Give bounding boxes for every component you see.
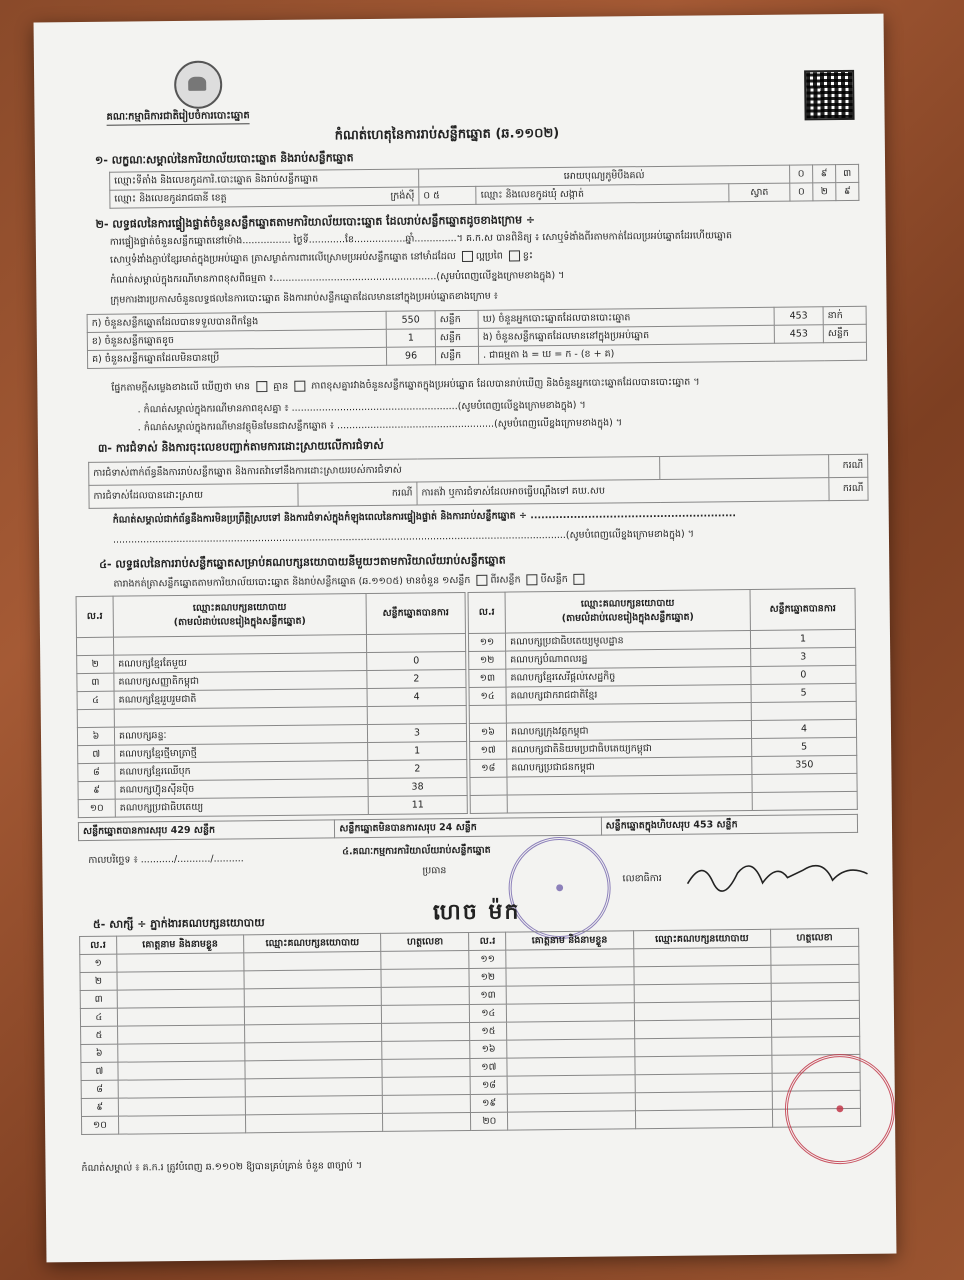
checkbox-three-sheets[interactable] — [574, 574, 585, 585]
col-no: ល.រ — [469, 932, 506, 950]
witness-cell — [381, 968, 469, 987]
witness-cell — [382, 1004, 470, 1023]
witness-no: ៥ — [81, 1026, 118, 1044]
count-label: ខ) ចំនួនសន្លឹកឆ្នោតខូច — [87, 329, 386, 350]
witness-cell — [244, 951, 381, 970]
complaint-note: កំណត់សម្គាល់ជាក់ព័ន្ធនឹងការមិនប្រព្រឹត្តិស្របទៅ និងការជំទាស់ក្នុងកំឡុងពេលនៃការផ្ទៀងផ្ទាត់ និងការរាប់សន្លឹកឆ្នោត ÷ ......................................................... — [112, 508, 737, 526]
col-no: ល.រ — [76, 596, 113, 637]
verify-line-1: ការផ្ទៀងផ្ទាត់ចំនួនសន្លឹកឆ្នោតនៅម៉ោង................ ថ្ងៃទី............ខែ.................ឆ្នាំ..............។ គ.ក.ស បានពិនិត្យ ៖ សោឬទំងាំងពីរតាមកាត់ដែលប្រអប់ឆ្នោតដែរហើយឆ្នោត — [109, 230, 733, 248]
count-value: 550 — [386, 311, 435, 330]
witness-cell — [244, 987, 381, 1006]
party-name: គណបក្សខ្មែរតែមួយ — [114, 653, 367, 674]
col-votes: សន្លឹកឆ្នោតបានការ — [366, 592, 465, 634]
witness-cell — [507, 1039, 635, 1058]
col-party: ឈ្មោះគណបក្សនយោបាយ (តាមលំដាប់លេខរៀងក្នុងសន្លឹកឆ្នោត) — [505, 590, 750, 634]
witness-cell — [508, 1111, 636, 1130]
witness-cell — [382, 1040, 470, 1059]
party-votes: 5 — [751, 683, 856, 702]
witness-cell — [772, 1036, 860, 1055]
party-no: ១១ — [468, 633, 505, 651]
party-votes: 4 — [367, 687, 466, 706]
complaint-note-2: ......................................................................................................................................................(សូមបំពេញលើខ្នងក្រោមខាងក្នុង) ។ — [112, 528, 695, 546]
party-no: ៨ — [78, 763, 115, 781]
commune-value: ស្វាត — [729, 183, 790, 202]
witness-cell — [635, 1109, 772, 1128]
witness-table — [79, 928, 861, 1135]
count-label: ង) ចំនួនសន្លឹកឆ្នោតដែលមាននៅក្នុងប្រអប់ឆ្នោត — [478, 325, 774, 346]
party-name: គណបក្សជាករាជជាតិខ្មែរ — [506, 685, 751, 706]
col-sign: ហត្ថលេខា — [770, 928, 858, 947]
witness-cell — [771, 1018, 859, 1037]
witness-no: ៦ — [81, 1044, 118, 1062]
qr-code-icon — [804, 70, 855, 121]
code-digit: ០ — [790, 183, 813, 201]
form-title: កំណត់ហេតុនៃការរាប់សន្លឹកឆ្នោត (ឆ.១១០២) — [334, 125, 560, 144]
col-sign: ហត្ថលេខា — [381, 932, 469, 951]
committee-title: ៤.គណៈកម្មការការិយាល័យរាប់សន្លឹកឆ្នោត — [342, 844, 491, 858]
complaint-table — [88, 454, 868, 509]
section-2-heading: ២- លទ្ធផលនៃការផ្ទៀងផ្ទាត់ចំនួនសន្លឹកឆ្នោតតាមការិយាល័យបោះឆ្នោត ដែលរាប់សន្លឹកឆ្នោតដូចខាងក្រោម ÷ — [95, 213, 536, 231]
witness-cell — [118, 1115, 246, 1134]
party-votes: 5 — [752, 737, 857, 756]
count-unit: សន្លឹក — [435, 310, 478, 328]
secretary-label: លេខាធិការ — [622, 872, 662, 885]
chair-label: ប្រធាន — [422, 865, 447, 877]
witness-no: ៤ — [80, 1008, 117, 1026]
total-all: សន្លឹកឆ្នោតក្នុងហិបសរុប 453 សន្លឹក — [601, 814, 858, 835]
party-name: គណបក្សប្រជាជនកម្ពុជា — [507, 757, 752, 778]
witness-no: ២០ — [471, 1112, 508, 1130]
witness-cell — [635, 1073, 772, 1092]
witness-cell — [634, 1055, 771, 1074]
party-votes: 2 — [367, 669, 466, 688]
party-table-left — [76, 592, 468, 818]
party-votes: 11 — [368, 795, 467, 814]
date-line: កាលបរិច្ឆេទ ៖ .........../.........../.......... — [88, 853, 244, 866]
witness-cell — [117, 989, 245, 1008]
checkbox-good[interactable] — [462, 251, 473, 262]
party-votes: 0 — [367, 651, 466, 670]
note-object-line: . កំណត់សម្គាល់ក្នុងករណីមានវត្ថុមិនមែនជាសន្លឹកឆ្នោត ៖ ....................................................(សូមបំពេញលើខ្នងក្រោមខាងក្នុង) ។ — [137, 417, 623, 434]
party-name: គណបក្សសញ្ញាតិកម្ពុជា — [114, 671, 367, 692]
code-digit: ០ — [790, 165, 813, 183]
party-no: ៤ — [77, 691, 114, 709]
party-votes — [751, 701, 856, 720]
party-no: ៩ — [78, 781, 115, 799]
party-name: គណបក្សបំណាពលរដ្ឋ — [506, 649, 751, 670]
witness-cell — [771, 964, 859, 983]
party-no — [470, 777, 507, 795]
total-valid: សន្លឹកឆ្នោតបានការសរុប 429 សន្លឹក — [78, 820, 335, 841]
code-digit: ៩ — [836, 182, 859, 200]
count-unit: នាក់ — [823, 306, 866, 324]
code-digit: ៩ — [813, 165, 836, 183]
party-name: គណបក្សឆន្ទៈ — [114, 725, 367, 746]
count-table — [87, 306, 868, 369]
col-votes: សន្លឹកឆ្នោតបានការ — [750, 588, 855, 630]
witness-cell — [245, 1041, 382, 1060]
party-votes — [367, 705, 466, 724]
count-value: 96 — [386, 347, 435, 366]
witness-no: ១ — [80, 954, 117, 972]
party-name: គណបក្សប្រជាធិបតេយ្យ — [115, 797, 368, 818]
witness-no: ១៣ — [470, 986, 507, 1004]
witness-cell — [382, 1076, 470, 1095]
party-name — [507, 793, 752, 814]
witness-cell — [382, 1022, 470, 1041]
party-votes: 38 — [368, 777, 467, 796]
party-votes: 2 — [368, 759, 467, 778]
count-label: ឃ) ចំនួនអ្នកបោះឆ្នោតដែលបានបោះឆ្នោត — [478, 307, 774, 328]
witness-cell — [381, 950, 469, 969]
witness-cell — [244, 969, 381, 988]
footer-note: កំណត់សម្គាល់ ៖ គ.ក.រ ត្រូវបំពេញ ឆ.១១០២ ឱ្យបានគ្រប់គ្រាន់ ចំនួន ៣ច្បាប់ ។ — [81, 1160, 363, 1175]
commune-label: ឈ្មោះ និងលេខកូដឃុំ សង្កាត់ — [476, 184, 729, 205]
witness-cell — [506, 967, 634, 986]
witness-cell — [771, 946, 859, 965]
complaint-row-label: ការតវ៉ា ឬការជំទាស់ដែលអាចធ្វើបណ្តឹងទៅ គឃ.សប — [417, 478, 829, 505]
witness-no: ១៦ — [470, 1040, 507, 1058]
witness-cell — [118, 1079, 246, 1098]
party-no — [470, 795, 507, 813]
party-votes: 1 — [750, 629, 855, 648]
party-no: ៦ — [77, 727, 114, 745]
section-4-intro: តារាងកត់ត្រាសន្លឹកឆ្នោតតាមការិយាល័យបោះឆ្នោត និងរាប់សន្លឹកឆ្នោត (ឆ.១១០៥) មានចំនួន ១សន្លឹក ពីរសន្លឹក បីសន្លឹក — [113, 570, 873, 592]
col-no: ល.រ — [468, 592, 505, 633]
party-name: គណបក្សក្រុងវត្តកម្ពុជា — [506, 721, 751, 742]
witness-no: ១១ — [469, 950, 506, 968]
committee-seal-icon: ● — [508, 836, 611, 939]
totals-table — [78, 814, 858, 841]
checkbox-one-sheet[interactable] — [476, 575, 487, 586]
witness-cell — [771, 1000, 859, 1019]
org-name: គណៈកម្មាធិការជាតិរៀបចំការបោះឆ្នោត — [106, 108, 249, 125]
witness-cell — [508, 1093, 636, 1112]
witness-cell — [507, 1021, 635, 1040]
count-value: 1 — [386, 329, 435, 348]
party-no: ១៣ — [469, 669, 506, 687]
nec-logo-icon — [174, 61, 223, 110]
verify-line-3: កំណត់សម្គាល់ក្នុងករណីមានភាពខុសពីធម្មតា ៖......................................................(សូមបំពេញលើខ្នងក្រោមខាងក្នុង) ។ — [110, 269, 565, 286]
section-3-heading: ៣- ការជំទាស់ និងការចុះលេខបញ្ជាក់តាមការដោះស្រាយលើការជំទាស់ — [97, 438, 384, 455]
party-name: គណបក្សខ្មែររួបរួមជាតិ — [114, 689, 367, 710]
count-label: ក) ចំនួនសន្លឹកឆ្នោតដែលបានទទួលបានពីកន្លែង — [87, 311, 386, 332]
witness-no: ១៩ — [471, 1094, 508, 1112]
complaint-unit: ករណី — [829, 477, 868, 500]
section-5-heading: ៥- សាក្សី ÷ ភ្នាក់ងារគណបក្សនយោបាយ — [92, 916, 265, 931]
party-no: ១៦ — [469, 723, 506, 741]
province-label: ឈ្មោះ និងលេខកូដរាជធានី ខេត្ត ក្រង់ស៊ី — [110, 187, 419, 208]
province-code: ០ ៥ — [419, 186, 477, 205]
witness-no: ៧ — [81, 1062, 118, 1080]
formula-note: . ជាធម្មតា ង = ឃ = ក - (ខ + គ) — [478, 342, 866, 364]
total-invalid: សន្លឹកឆ្នោតមិនបានការសរុប 24 សន្លឹក — [335, 817, 601, 838]
count-value: 453 — [774, 307, 823, 326]
party-name: គណបក្សជាតិនិយមប្រជាធិបតេយ្យកម្ពុជា — [507, 739, 752, 760]
witness-cell — [634, 983, 771, 1002]
party-name: គណបក្សហ៊្វុនស៊ីនប៉ិច — [115, 779, 368, 800]
witness-cell — [634, 1001, 771, 1020]
col-party: ឈ្មោះគណបក្សនយោបាយ (តាមលំដាប់លេខរៀងក្នុងសន្លឹកឆ្នោត) — [113, 594, 366, 638]
party-table-right — [468, 588, 858, 814]
red-seal-icon: ● — [784, 1054, 895, 1165]
count-label: គ) ចំនួនសន្លឹកឆ្នោតដែលមិនបានប្រើ — [87, 347, 386, 368]
party-no — [76, 637, 113, 655]
witness-cell — [383, 1094, 471, 1113]
witness-no: ៨ — [81, 1080, 118, 1098]
section-1-table — [109, 164, 859, 209]
witness-cell — [245, 1095, 382, 1114]
witness-cell — [634, 965, 771, 984]
witness-cell — [633, 947, 770, 966]
col-party: ឈ្មោះគណបក្សនយោបាយ — [633, 929, 770, 948]
party-name: គណបក្សខ្មែរសេរីផ្តល់សេដ្ឋកិច្ច — [506, 667, 751, 688]
col-no: ល.រ — [80, 936, 117, 954]
signature-icon — [682, 852, 872, 894]
document-page — [34, 14, 897, 1263]
witness-no: ១៧ — [470, 1058, 507, 1076]
party-no: ១០ — [78, 799, 115, 817]
witness-no: ២ — [80, 972, 117, 990]
witness-cell — [245, 1059, 382, 1078]
location-label: ឈ្មោះទីតាំង និងលេខកូដការិ.បោះឆ្នោត និងរាប់សន្លឹកឆ្នោត — [110, 169, 419, 190]
checkbox-yes[interactable] — [256, 381, 267, 392]
complaint-unit: ករណី — [829, 454, 868, 477]
col-party: ឈ្មោះគណបក្សនយោបាយ — [244, 933, 381, 952]
witness-cell — [381, 986, 469, 1005]
witness-cell — [245, 1023, 382, 1042]
verify-line-4: ក្រុមការងារប្រកាសចំនួនលទ្ធផលនៃការបោះឆ្នោត និងការរាប់សន្លឹកឆ្នោតដែលមាននៅក្នុងប្រអប់ឆ្នោតខាងក្រោម ៖ — [110, 290, 499, 306]
witness-cell — [635, 1091, 772, 1110]
count-unit: សន្លឹក — [435, 328, 478, 346]
section-4-heading: ៤- លទ្ធផលនៃការរាប់សន្លឹកឆ្នោតសម្រាប់គណបក្សនយោបាយនីមួយៗតាមការិយាល័យរាប់សន្លឹកឆ្នោត — [99, 553, 506, 571]
witness-cell — [771, 982, 859, 1001]
witness-cell — [382, 1058, 470, 1077]
witness-cell — [117, 1043, 245, 1062]
party-votes: 350 — [752, 755, 857, 774]
witness-cell — [117, 1025, 245, 1044]
checkbox-bad[interactable] — [509, 250, 520, 261]
col-name: គោត្តនាម និងនាមខ្លួន — [506, 931, 634, 950]
complaint-unit: ករណី — [298, 482, 417, 506]
party-no: ១៨ — [470, 759, 507, 777]
party-votes: 3 — [367, 723, 466, 742]
complaint-row-label: ការជំទាស់ដែលបានដោះស្រាយ — [89, 483, 298, 508]
witness-cell — [118, 1097, 246, 1116]
party-votes: 0 — [751, 665, 856, 684]
note-diff-line: . កំណត់សម្គាល់ក្នុងករណីមានភាពខុសគ្នា ៖ .......................................................(សូមបំពេញលើខ្នងក្រោមខាងក្នុង) ។ — [137, 399, 586, 416]
party-votes: 4 — [751, 719, 856, 738]
witness-cell — [117, 1007, 245, 1026]
party-no — [469, 705, 506, 723]
witness-cell — [245, 1077, 382, 1096]
witness-cell — [244, 1005, 381, 1024]
party-no: ៧ — [78, 745, 115, 763]
party-votes — [752, 773, 857, 792]
witness-no: ៩ — [81, 1098, 118, 1116]
count-value: 453 — [774, 325, 823, 344]
party-no: ៣ — [77, 673, 114, 691]
checkbox-two-sheets[interactable] — [527, 574, 538, 585]
witness-no: ៣ — [80, 990, 117, 1008]
verify-line-2: សោឬទំងាំងភ្ជាប់ខ្សែរមាត់ក្នុងប្រអប់ឆ្នោត ត្រាសម្ងាត់ការពារលើស្រោមប្រអប់សន្លឹកឆ្នោត នៅមាំដដែល ល្អប្រពៃ ខ្វះ — [109, 250, 534, 266]
witness-cell — [634, 1037, 771, 1056]
approval-mark: ហេច ម៉ក — [432, 899, 521, 926]
party-no: ២ — [77, 655, 114, 673]
witness-cell — [634, 1019, 771, 1038]
witness-cell — [506, 985, 634, 1004]
witness-cell — [507, 1075, 635, 1094]
party-name: គណបក្សប្រជាធិបតេយ្យមូលដ្ឋាន — [505, 631, 750, 652]
checkbox-no[interactable] — [294, 381, 305, 392]
party-name: គណបក្សខ្មែរថ្មីមាត្រាថ្មី — [115, 743, 368, 764]
witness-no: ១៤ — [470, 1004, 507, 1022]
party-row — [470, 791, 857, 813]
witness-no: ១៥ — [470, 1022, 507, 1040]
witness-cell — [383, 1112, 471, 1131]
section-1-heading: ១- លក្ខណៈសម្គាល់នៃការិយាល័យបោះឆ្នោត និងរាប់សន្លឹកឆ្នោត — [94, 151, 354, 167]
party-votes — [752, 791, 857, 810]
party-no: ១៤ — [469, 687, 506, 705]
code-digit: ២ — [813, 183, 836, 201]
location-value: អោយបុណ្យភូមិបឹងគល់ — [419, 165, 790, 187]
complaint-row-label: ការជំទាស់ពាក់ព័ន្ធនឹងការរាប់សន្លឹកឆ្នោត និងការតវ៉ាទៅនឹងការដោះស្រាយរបស់ការជំទាស់ — [89, 456, 660, 485]
witness-cell — [246, 1113, 383, 1132]
party-votes — [366, 633, 465, 652]
code-digit: ៣ — [836, 164, 859, 182]
party-votes: 1 — [368, 741, 467, 760]
witness-cell — [507, 1003, 635, 1022]
count-unit: សន្លឹក — [823, 324, 866, 342]
party-votes: 3 — [751, 647, 856, 666]
count-unit: សន្លឹក — [435, 346, 478, 364]
col-name: គោត្តនាម និងនាមខ្លួន — [116, 935, 244, 954]
witness-cell — [506, 949, 634, 968]
party-no: ១២ — [469, 651, 506, 669]
witness-no: ១០ — [81, 1116, 118, 1134]
party-no — [77, 709, 114, 727]
witness-cell — [507, 1057, 635, 1076]
witness-cell — [117, 953, 245, 972]
party-name: គណបក្សខ្មែរឈើបុក — [115, 761, 368, 782]
party-no: ១៧ — [470, 741, 507, 759]
witness-no: ១៨ — [471, 1076, 508, 1094]
witness-cell — [117, 971, 245, 990]
party-row — [78, 795, 467, 817]
witness-no: ១២ — [469, 968, 506, 986]
witness-cell — [118, 1061, 246, 1080]
discrepancy-line: ផ្នែកតាមក្តីសម្លេងខាងលើ ឃើញថា មាន គ្មាន ភាពខុសគ្នារវាងចំនួនសន្លឹកឆ្នោតក្នុងប្រអប់ឆ្នោត ដែលបានរាប់ឃើញ និងចំនួនអ្នកបោះឆ្នោតដែលបានបោះឆ្នោត ។ — [111, 376, 700, 394]
